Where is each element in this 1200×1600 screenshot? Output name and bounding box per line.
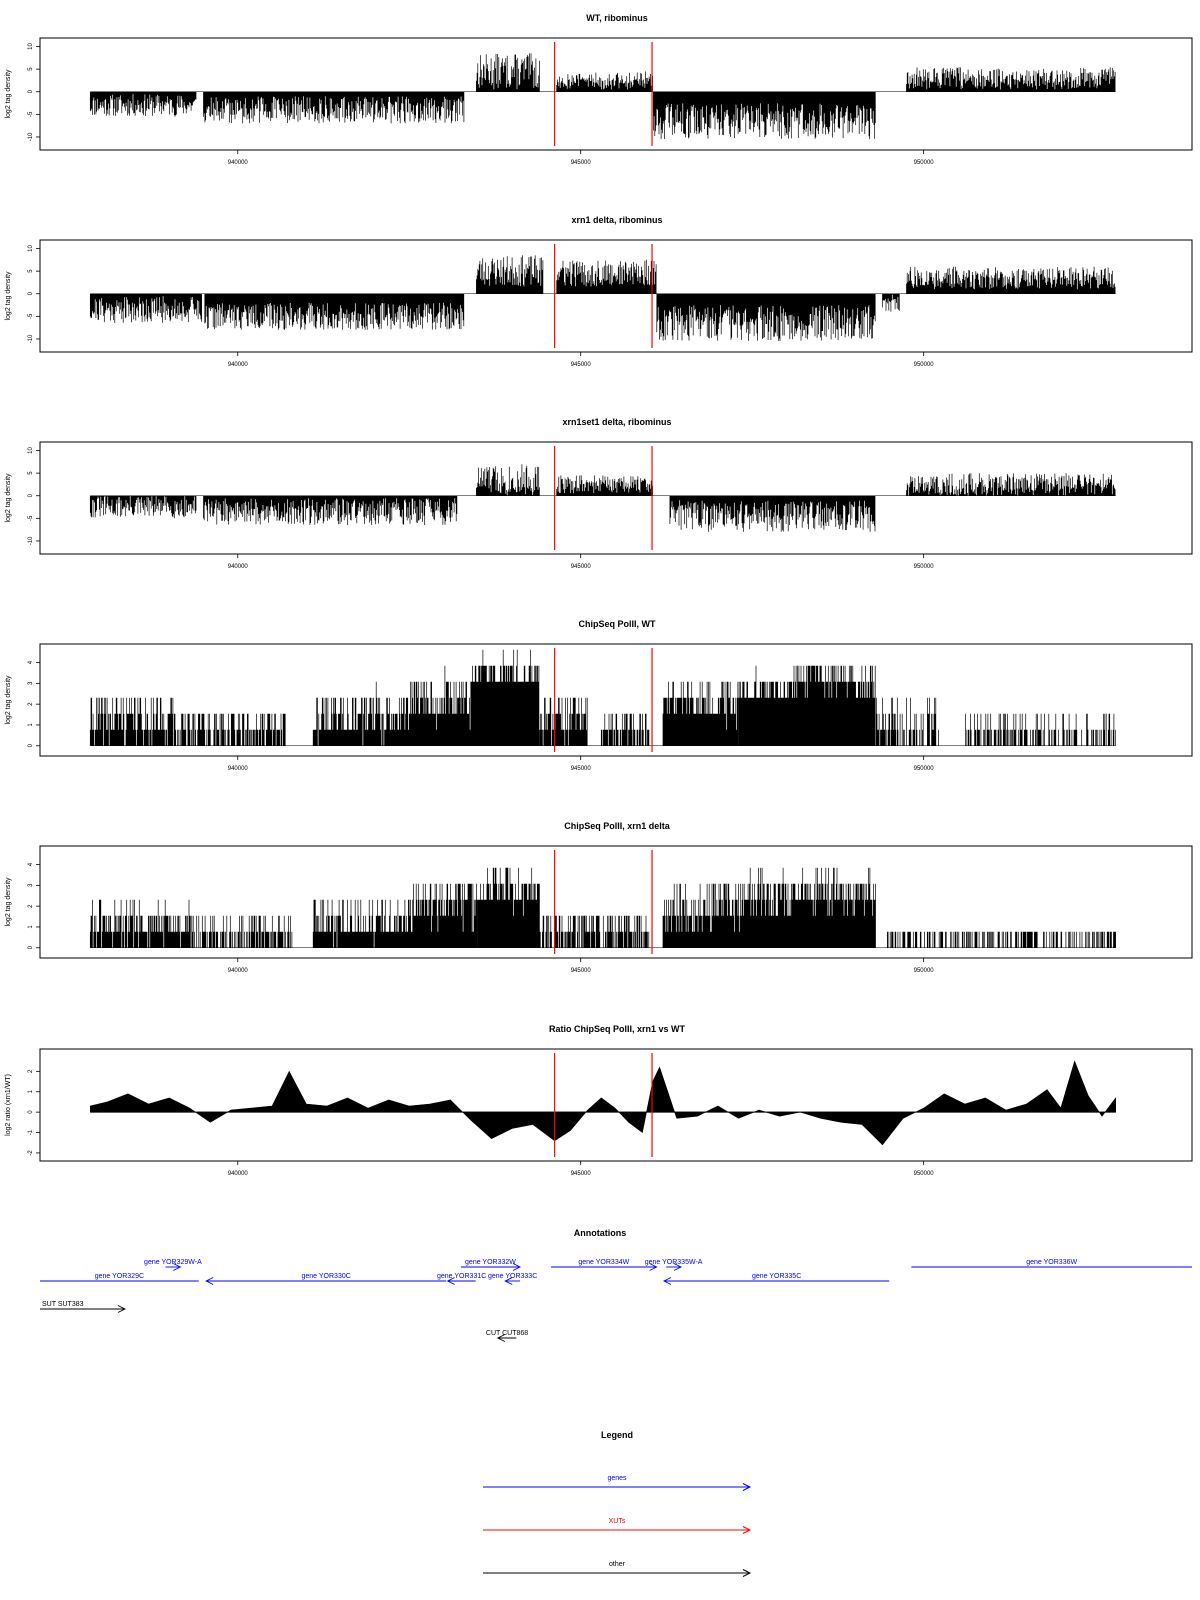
y-tick-label: -5 bbox=[28, 111, 34, 118]
data-bar-segment bbox=[663, 682, 738, 746]
legend-item bbox=[483, 1475, 750, 1491]
data-bar-segment bbox=[476, 464, 539, 496]
y-tick-label: -10 bbox=[28, 536, 34, 546]
y-tick-label: 4 bbox=[28, 862, 34, 867]
data-bar-segment bbox=[557, 475, 653, 495]
annotation-feature bbox=[144, 1259, 202, 1271]
plot-frame bbox=[40, 1049, 1192, 1161]
x-tick-label: 945000 bbox=[570, 1171, 591, 1177]
data-bar-segment bbox=[190, 916, 292, 948]
x-tick-label: 945000 bbox=[570, 362, 591, 368]
data-bar-segment bbox=[557, 260, 656, 294]
y-axis-label: log2 ratio (xrn1/WT) bbox=[5, 1074, 12, 1136]
data-bar-segment bbox=[313, 900, 409, 948]
x-tick-label: 940000 bbox=[227, 160, 248, 166]
data-bar-segment bbox=[907, 67, 1116, 91]
panel-3 bbox=[5, 417, 1192, 570]
x-tick-label: 950000 bbox=[913, 564, 934, 570]
data-bar-segment bbox=[663, 884, 745, 948]
data-bar-segment bbox=[540, 698, 588, 746]
data-bar-segment bbox=[965, 714, 1116, 746]
panel-4 bbox=[5, 619, 1192, 772]
data-bar-segment bbox=[739, 666, 794, 746]
y-tick-label: 0 bbox=[28, 744, 34, 748]
y-tick-label: 1 bbox=[28, 723, 34, 727]
y-axis-label: log2 tag density bbox=[5, 69, 12, 119]
panel-2 bbox=[5, 215, 1192, 368]
data-bar-segment bbox=[557, 72, 653, 92]
panel-title: ChipSeq PolII, xrn1 delta bbox=[564, 821, 670, 831]
track-panels bbox=[5, 13, 1192, 1177]
annotation-feature bbox=[551, 1259, 657, 1271]
panel-title: xrn1 delta, ribominus bbox=[571, 215, 663, 225]
y-tick-label: -2 bbox=[28, 1150, 34, 1156]
data-bar-segment bbox=[313, 682, 409, 746]
y-axis-label: log2 tag density bbox=[5, 473, 12, 523]
data-bar-segment bbox=[204, 496, 457, 525]
annotation-feature bbox=[40, 1273, 199, 1281]
data-bar-segment bbox=[653, 92, 875, 139]
y-tick-label: -10 bbox=[28, 334, 34, 344]
y-tick-label: 2 bbox=[28, 904, 34, 908]
annotation-features bbox=[40, 1259, 1192, 1342]
data-bar-segment bbox=[478, 868, 540, 948]
x-tick-label: 940000 bbox=[227, 564, 248, 570]
legend-item bbox=[483, 1518, 750, 1534]
x-tick-label: 940000 bbox=[227, 766, 248, 772]
feature-label: SUT SUT383 bbox=[42, 1301, 84, 1308]
data-bar-segment bbox=[409, 884, 477, 948]
y-axis-label: log2 tag density bbox=[5, 877, 12, 927]
data-bar-segment bbox=[204, 92, 464, 124]
data-bar-segment bbox=[90, 900, 189, 948]
data-bar-segment bbox=[745, 868, 875, 948]
x-tick-label: 945000 bbox=[570, 564, 591, 570]
y-tick-label: -5 bbox=[28, 313, 34, 320]
data-bar-segment bbox=[471, 650, 539, 746]
data-bar-segment bbox=[876, 698, 944, 746]
annotation-feature bbox=[911, 1259, 1192, 1267]
x-tick-label: 950000 bbox=[913, 1171, 934, 1177]
x-tick-label: 950000 bbox=[913, 968, 934, 974]
y-tick-label: 3 bbox=[28, 681, 34, 686]
feature-label: gene YOR329C bbox=[94, 1273, 145, 1280]
feature-label: gene YOR335W-A bbox=[644, 1259, 703, 1266]
data-bar-segment bbox=[90, 92, 196, 117]
panel-title: WT, ribominus bbox=[586, 13, 648, 23]
x-tick-label: 950000 bbox=[913, 362, 934, 368]
feature-label: gene YOR330C bbox=[301, 1273, 351, 1280]
data-bar-segment bbox=[883, 932, 1116, 948]
y-tick-label: 10 bbox=[28, 447, 34, 454]
legend-item bbox=[483, 1561, 750, 1577]
panel-title: ChipSeq PolII, WT bbox=[578, 619, 656, 629]
data-bar-segment bbox=[90, 496, 196, 519]
feature-label: gene YOR334W bbox=[578, 1259, 630, 1266]
y-tick-label: 5 bbox=[28, 67, 34, 71]
feature-label: gene YOR331C bbox=[437, 1273, 487, 1280]
data-bar-segment bbox=[476, 255, 543, 293]
y-tick-label: 2 bbox=[28, 702, 34, 706]
y-tick-label: 5 bbox=[28, 269, 34, 273]
panel-title: Ratio ChipSeq PolII, xrn1 vs WT bbox=[548, 1024, 686, 1034]
y-tick-label: 10 bbox=[28, 43, 34, 50]
x-tick-label: 940000 bbox=[227, 1171, 248, 1177]
x-tick-label: 945000 bbox=[570, 160, 591, 166]
legend-item-label: other bbox=[609, 1561, 625, 1568]
feature-label: gene YOR336W bbox=[1026, 1259, 1078, 1266]
data-bar-segment bbox=[476, 53, 539, 91]
y-tick-label: 0 bbox=[28, 90, 34, 94]
legend-title: Legend bbox=[600, 1430, 634, 1440]
legend-item-label: XUTs bbox=[608, 1518, 626, 1525]
annotation-feature bbox=[488, 1273, 537, 1285]
annotation-feature bbox=[461, 1259, 520, 1271]
data-bar-segment bbox=[793, 666, 875, 746]
annotation-feature bbox=[437, 1273, 486, 1285]
data-bar-segment bbox=[205, 294, 464, 330]
data-bar-segment bbox=[907, 473, 1116, 496]
data-bar-segment bbox=[90, 698, 175, 746]
x-tick-label: 940000 bbox=[227, 362, 248, 368]
y-tick-label: 1 bbox=[28, 925, 34, 929]
annotation-feature bbox=[206, 1273, 446, 1285]
y-tick-label: 10 bbox=[28, 245, 34, 252]
y-tick-label: 5 bbox=[28, 471, 34, 475]
feature-label: gene YOR333C bbox=[487, 1273, 538, 1280]
y-tick-label: 1 bbox=[28, 1090, 34, 1094]
data-bar-segment bbox=[907, 267, 1116, 294]
feature-label: gene YOR332W bbox=[465, 1259, 516, 1266]
annotation-feature bbox=[40, 1301, 125, 1313]
y-tick-label: 3 bbox=[28, 883, 34, 888]
annotation-feature bbox=[664, 1273, 889, 1285]
x-tick-label: 945000 bbox=[570, 766, 591, 772]
data-bar-segment bbox=[90, 294, 201, 323]
feature-label: gene YOR335C bbox=[751, 1273, 802, 1280]
y-axis-label: log2 tag density bbox=[5, 675, 12, 725]
legend bbox=[483, 1430, 750, 1577]
legend-items bbox=[483, 1475, 750, 1577]
y-tick-label: 0 bbox=[28, 946, 34, 950]
data-bar-segment bbox=[540, 916, 649, 948]
y-tick-label: 4 bbox=[28, 660, 34, 665]
data-bar-segment bbox=[601, 714, 649, 746]
y-tick-label: -5 bbox=[28, 515, 34, 522]
ratio-area-series bbox=[90, 1061, 1115, 1145]
feature-label: gene YOR329W-A bbox=[144, 1259, 202, 1266]
data-bar-segment bbox=[670, 496, 875, 532]
legend-item-label: genes bbox=[607, 1475, 627, 1482]
x-tick-label: 940000 bbox=[227, 968, 248, 974]
annotations-title: Annotations bbox=[573, 1228, 627, 1238]
y-tick-label: 0 bbox=[28, 292, 34, 296]
data-bar-segment bbox=[657, 294, 875, 341]
annotation-feature bbox=[486, 1330, 528, 1342]
panel-6 bbox=[5, 1024, 1192, 1177]
panel-5 bbox=[5, 821, 1192, 974]
panel-title: xrn1set1 delta, ribominus bbox=[562, 417, 672, 427]
y-tick-label: -1 bbox=[28, 1129, 34, 1136]
x-tick-label: 950000 bbox=[913, 160, 934, 166]
y-tick-label: -10 bbox=[28, 132, 34, 142]
x-tick-label: 945000 bbox=[570, 968, 591, 974]
data-bar-segment bbox=[176, 714, 285, 746]
data-bar-segment bbox=[409, 666, 471, 746]
y-axis-label: log2 tag density bbox=[5, 271, 12, 321]
data-bar-segment bbox=[883, 294, 900, 312]
feature-label: CUT CUT868 bbox=[485, 1330, 529, 1337]
panel-1 bbox=[5, 13, 1192, 166]
annotations-section bbox=[40, 1228, 1192, 1342]
y-tick-label: 0 bbox=[28, 1110, 34, 1114]
y-tick-label: 2 bbox=[28, 1069, 34, 1074]
y-tick-label: 0 bbox=[28, 494, 34, 498]
x-tick-label: 950000 bbox=[913, 766, 934, 772]
